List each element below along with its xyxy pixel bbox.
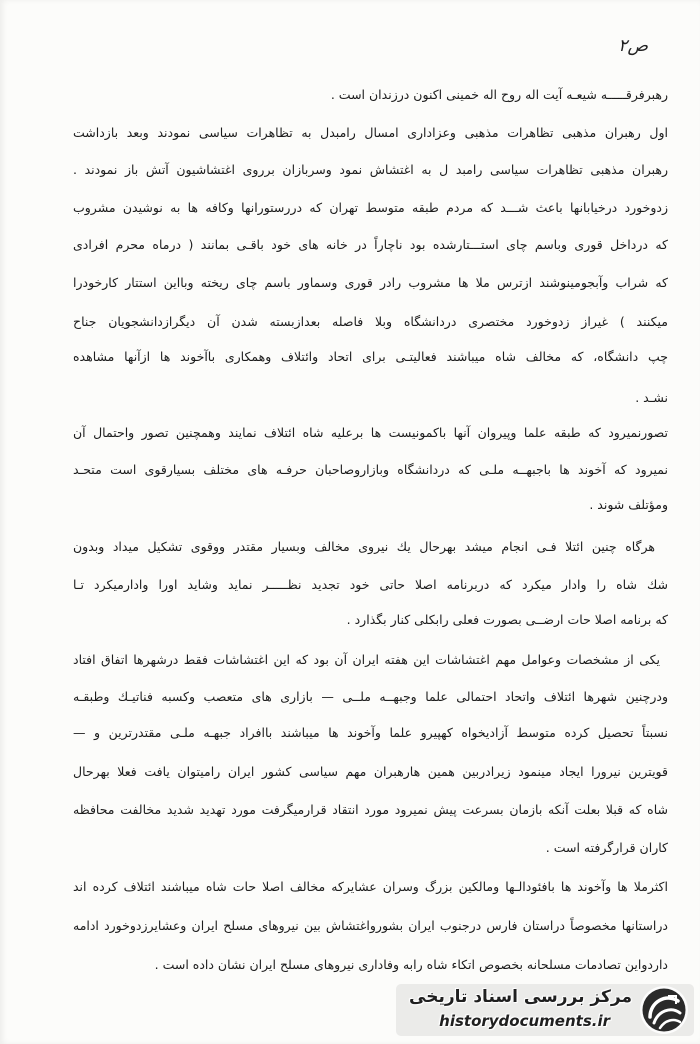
text-line: تصورنمیرود که طبقه علما وپیروان آنها باکمونیست ها برعلیه شاه ائتلاف نمایند وهمچنین تصور واحتمال آن [73, 425, 668, 440]
text-line: دراستانها مخصوصاً دراستان فارس درجنوب ایران بشورواغتشاش بین نیروهای مسلح ایران وعشایرزدوخورد ادامه [73, 918, 668, 933]
text-line: شاه که قبلا بعلت آنکه بازمان بسرعت پیش نمیرود مورد انتقاد قرارمیگرفت مورد تهدید شدید مخالفت محافظه [73, 802, 668, 817]
text-line: کاران قرارگرفته است . [545, 840, 668, 855]
text-line: شك شاه را وادار میکرد که دربرنامه اصلا حاتی خود تجدید نظـــــر نماید وشاید اورا وادارمیکرد تـا [73, 577, 668, 592]
text-line: نشـد . [635, 390, 668, 405]
text-line: ودرچنین شهرها ائتلاف واتحاد احتمالی علما وجبهــه ملــی — بازاری های متعصب وکسبه فناتیـك وطبقـه [73, 689, 668, 704]
text-line: میکنند ) غیراز زدوخورد مختصری دردانشگاه وبلا فاصله بعدازبسته شدن آن دیگرازدانشجویان جناح [73, 314, 668, 329]
text-line: نمیرود که آخوند ها باجبهــه ملـی که دردانشگاه وبازاروصاحبان حرفـه های مختلف بسیارقوی است متحـد [73, 462, 668, 477]
text-line: که شراب وآبجومینوشند ازترس ملا ها مشروب رادر قوری وسماور باسم چای ریخته وبااین استتار کارخودرا [73, 275, 668, 290]
text-line: که درداخل قوری وباسم چای استـــتارشده بود ناچاراً در خانه های خود باقـی بمانند ( درماه محرم افرادی [73, 237, 668, 252]
text-line: رهبرفرقـــــه شیعـه آیت اله روح اله خمینی اکنون درزندان است . [330, 87, 668, 102]
text-line: اول رهبران مذهبی تظاهرات مذهبی وعزاداری امسال رامبدل به تظاهرات سیاسی نمودند وبعد بازداشت [73, 125, 668, 140]
watermark-title: مرکز بررسی اسناد تاریخی [409, 987, 632, 1007]
text-line: هرگاه چنین ائتلا فـی انجام میشد بهرحال یك نیروی مخالف وبسیار مقتدر ووقوی تشکیل میداد وبدون [73, 539, 655, 554]
text-line: یکی از مشخصات وعوامل مهم اغتشاشات این هفته ایران آن بود که این اغتشاشات فقط درشهرها اتفاق افتاد [73, 652, 660, 667]
text-line: زدوخورد درخیابانها باعث شـــد که مردم طبقه متوسط تهران که دررستورانها وکافه ها به نوشیدن مشروب [73, 200, 668, 215]
text-line: نسبتاً تحصیل کرده متوسط آزادیخواه کهپیرو علما وآخوند ها میباشند باافراد جبهـه ملـی مقتدرترین و — [73, 725, 668, 740]
watermark [396, 984, 694, 1036]
text-line: که برنامه اصلا حات ارضــی بصورت فعلی رابکلی کنار بگذارد . [346, 612, 668, 627]
text-line: ومؤتلف شوند . [589, 497, 668, 512]
text-line: چپ دانشگاه، که مخالف شاه میباشند فعالیتـی برای اتحاد وائتلاف وهمکاری باآخوند ها ازآنها مشاهده [73, 349, 668, 364]
archive-logo-icon [638, 984, 690, 1036]
text-line: رهبران مذهبی تظاهرات سیاسی رامبد ل به اغتشاش نمود وسربازان برروی اغتشاشیون آتش باز نمودند . [73, 162, 668, 177]
page-number: ص۲ [618, 36, 648, 56]
text-line: داردواین تصادمات مسلحانه بخصوص اتکاء شاه رابه وفاداری نیروهای مسلح ایران نشان داده است . [154, 957, 668, 972]
text-line: قویترین نیرورا ایجاد مینمود زیرادربین همین هارهبران مهم سیاسی کشور ایران رامیتوان یافت فعلا بهرحال [73, 764, 668, 779]
text-line: اکثرملا ها وآخوند ها بافئودالـها ومالکین بزرگ وسران عشایرکه مخالف اصلا حات شاه میباشند ائتلاف کرده اند [73, 879, 668, 894]
watermark-url: historydocuments.ir [439, 1012, 610, 1030]
